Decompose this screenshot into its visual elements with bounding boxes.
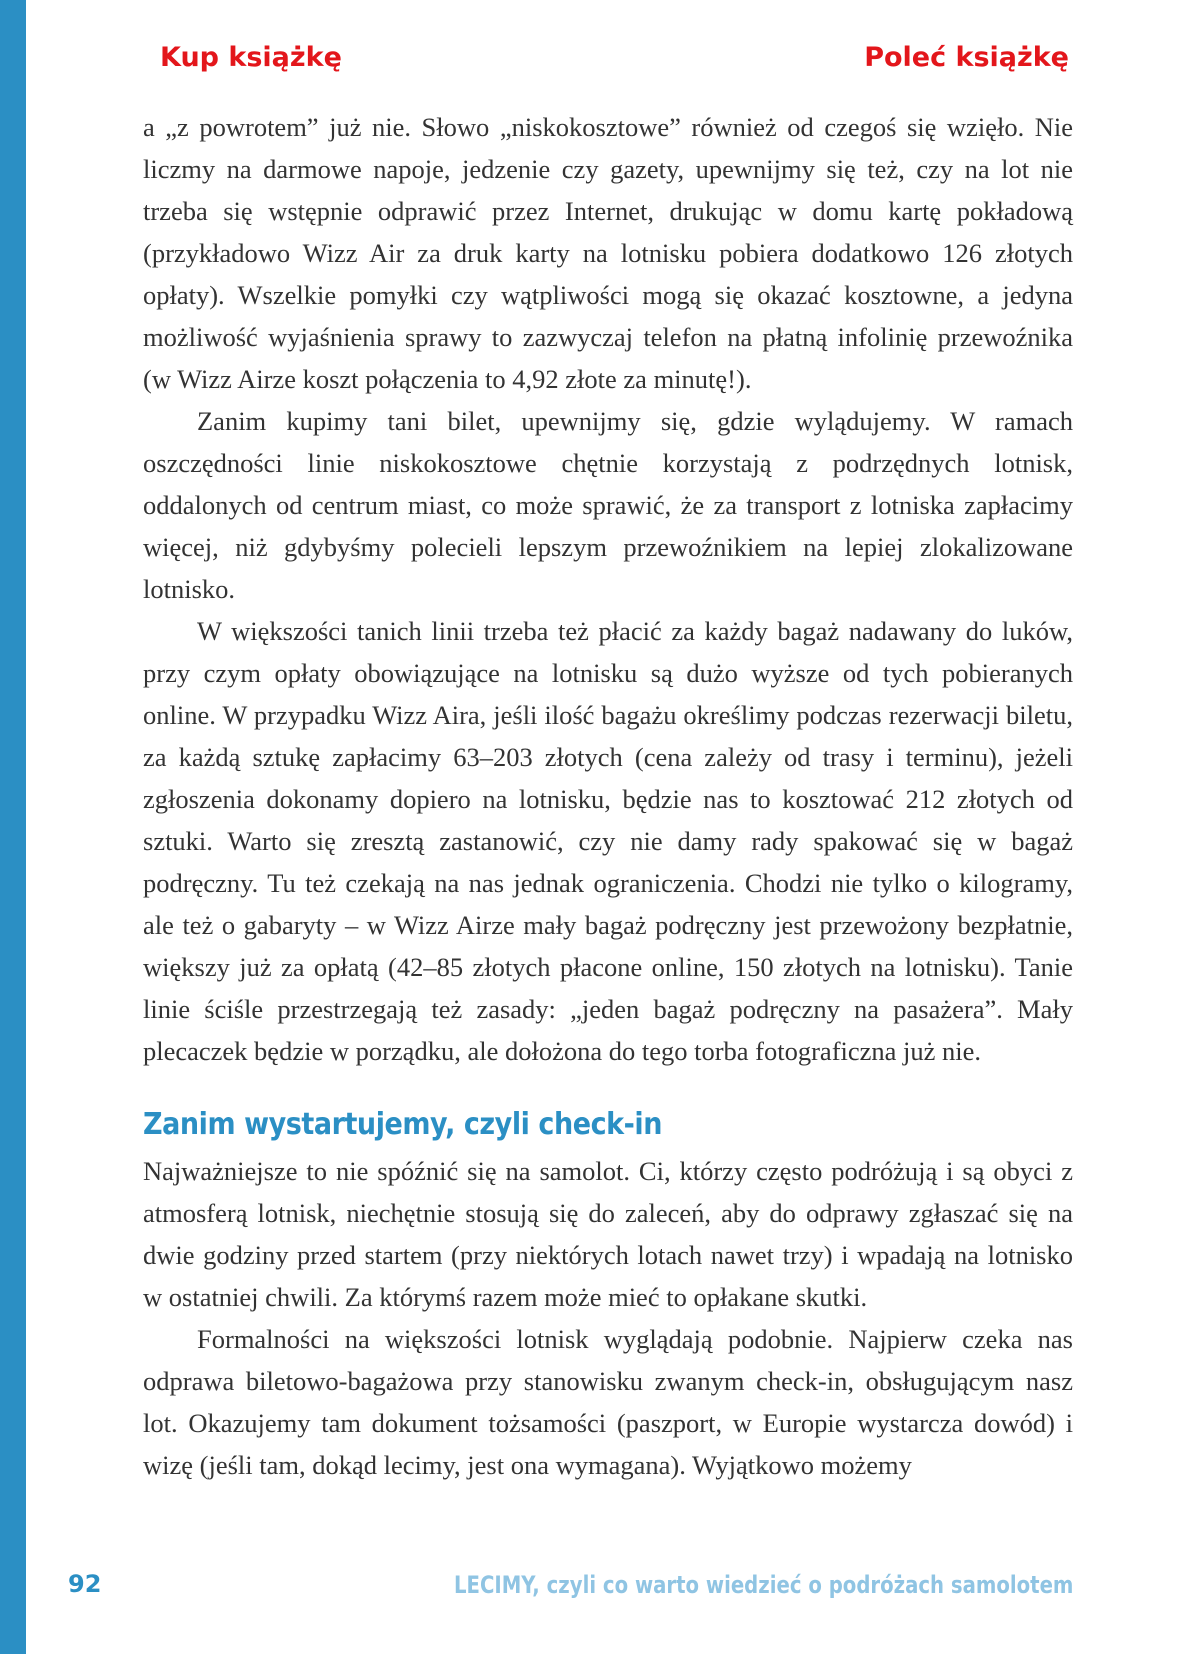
recommend-book-link[interactable]: Poleć książkę: [864, 42, 1069, 73]
buy-book-link[interactable]: Kup książkę: [160, 42, 342, 73]
page-content: [143, 106, 1073, 1486]
running-footer-title: LECIMY, czyli co warto wiedzieć o podróżach samolotem: [453, 1571, 1073, 1599]
paragraph: Najważniejsze to nie spóźnić się na samolot. Ci, którzy często podróżują i są obyci z atmosferą lotnisk, niechętnie stosują się do zaleceń, aby do odprawy zgłaszać się na dwie godziny przed startem (przy niektórych lotach nawet trzy) i wpadają na lotnisko w ostatniej chwili. Za którymś razem może mieć to opłakane skutki.: [143, 1156, 1073, 1312]
page-number: 92: [68, 1570, 102, 1598]
paragraph: Zanim kupimy tani bilet, upewnijmy się, gdzie wylądujemy. W ramach oszczędności linie niskokosztowe chętnie korzystają z podrzędnych lotnisk, oddalonych od centrum miast, co może sprawić, że za transport z lotniska zapłacimy więcej, niż gdybyśmy polecieli lepszym przewoźnikiem na lepiej zlokalizowane lotnisko.: [143, 406, 1073, 604]
side-color-bar: [0, 0, 26, 1654]
section-heading: Zanim wystartujemy, czyli check-in: [143, 1107, 662, 1142]
paragraph: a „z powrotem” już nie. Słowo „niskokosztowe” również od czegoś się wzięło. Nie liczmy na darmowe napoje, jedzenie czy gazety, upewnijmy się też, czy na lot nie trzeba się wstępnie odprawić przez Internet, drukując w domu kartę pokładową (przykładowo Wizz Air za druk karty na lotnisku pobiera dodatkowo 126 złotych opłaty). Wszelkie pomyłki czy wątpliwości mogą się okazać kosztowne, a jedyna możliwość wyjaśnienia sprawy to zazwyczaj telefon na płatną infolinię przewoźnika (w Wizz Airze koszt połączenia to 4,92 złote za minutę!).: [143, 112, 1073, 394]
paragraph: W większości tanich linii trzeba też płacić za każdy bagaż nadawany do luków, przy czym opłaty obowiązujące na lotnisku są dużo wyższe od tych pobieranych online. W przypadku Wizz Aira, jeśli ilość bagażu określimy podczas rezerwacji biletu, za każdą sztukę zapłacimy 63–203 złotych (cena zależy od trasy i terminu), jeżeli zgłoszenia dokonamy dopiero na lotnisku, będzie nas to kosztować 212 złotych od sztuki. Warto się zresztą zastanowić, czy nie damy rady spakować się w bagaż podręczny. Tu też czekają na nas jednak ograniczenia. Chodzi nie tylko o kilogramy, ale też o gabaryty – w Wizz Airze mały bagaż podręczny jest przewożony bezpłatnie, większy już za opłatą (42–85 złotych płacone online, 150 złotych na lotnisku). Tanie linie ściśle przestrzegają też zasady: „jeden bagaż podręczny na pasażera”. Mały plecaczek będzie w porządku, ale dołożona do tego torba fotograficzna już nie.: [143, 616, 1073, 1066]
paragraph: Formalności na większości lotnisk wyglądają podobnie. Najpierw czeka nas odprawa biletowo-bagażowa przy stanowisku zwanym check-in, obsługującym nasz lot. Okazujemy tam dokument tożsamości (paszport, w Europie wystarcza dowód) i wizę (jeśli tam, dokąd lecimy, jest ona wymagana). Wyjątkowo możemy: [143, 1324, 1073, 1480]
